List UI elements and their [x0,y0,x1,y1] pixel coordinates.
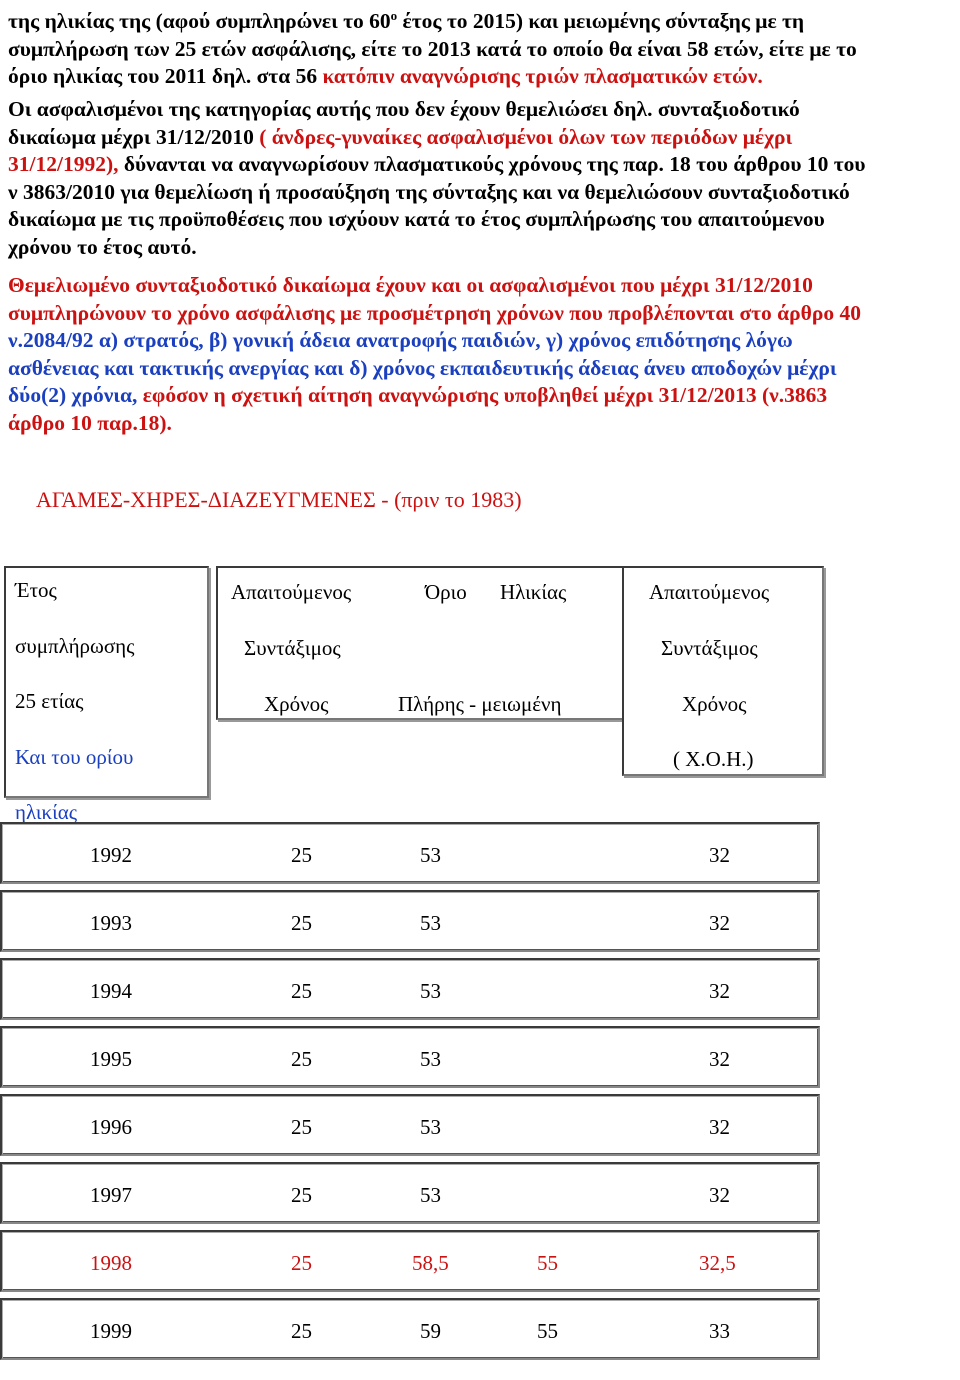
cell-year: 1994 [90,979,132,1003]
header-col4-line4: ( Χ.Ο.Η.) [673,747,754,771]
p3-line1: Θεμελιωμένο συνταξιοδοτικό δικαίωμα έχουν και οι ασφαλισμένοι που μέχρι 31/12/2010 [8,273,813,297]
cell-age-full: 59 [420,1319,441,1343]
cell-xoh: 32 [709,1047,730,1071]
cell-required: 25 [291,979,312,1003]
cell-age-full: 53 [420,979,441,1003]
cell-year: 1997 [90,1183,132,1207]
cell-required: 25 [291,1115,312,1139]
header-col2-line1: Απαιτούμενος [231,580,352,604]
cell-xoh: 32 [709,979,730,1003]
table-row [0,1026,820,1088]
cell-year: 1993 [90,911,132,935]
cell-required: 25 [291,1183,312,1207]
p1-line3-red: κατόπιν αναγνώρισης τριών πλασματικών ετών. [322,64,763,89]
section-heading: ΑΓΑΜΕΣ-ΧΗΡΕΣ-ΔΙΑΖΕΥΓΜΕΝΕΣ - (πριν το 1983) [36,487,522,512]
header-col4-line1: Απαιτούμενος [649,580,770,604]
header-col3-top-a: Όριο [425,580,467,604]
paragraph-1 [8,2,956,91]
p2-line1: Οι ασφαλισμένοι της κατηγορίας αυτής που δεν έχουν θεμελιώσει δηλ. συνταξιοδοτικό [8,97,800,121]
cell-required: 25 [291,911,312,935]
cell-age-full: 53 [420,911,441,935]
p1-line3-black: όριο ηλικίας του 2011 δηλ. στα 56 [8,64,323,89]
header-col4-line3: Χρόνος [682,692,747,716]
table-row [0,1162,820,1224]
p3-line5-red: εφόσον η σχετική αίτηση αναγνώρισης υποβληθεί μέχρι 31/12/2013 (ν.3863 [137,383,828,407]
header-xoh-box [622,566,824,776]
cell-xoh: 33 [709,1319,730,1343]
p3-line5-blue: δύο(2) χρόνια, [8,383,138,407]
header-col4-line2: Συντάξιμος [661,636,758,660]
cell-age-full: 53 [420,1047,441,1071]
table-row [0,958,820,1020]
header-col1-line2: συμπλήρωσης [15,633,135,658]
p2-line2-red: ( άνδρες-γυναίκες ασφαλισμένοι όλων των περιόδων μέχρι [259,124,793,149]
cell-xoh: 32 [709,1115,730,1139]
table-row [0,822,820,884]
table-row [0,1094,820,1156]
cell-age-reduced: 55 [537,1251,558,1275]
header-col2-line2: Συντάξιμος [244,636,341,660]
header-col1-line3: 25 ετίας [15,689,84,713]
cell-xoh: 32 [709,1183,730,1207]
cell-age-full: 53 [420,843,441,867]
cell-xoh: 32,5 [699,1251,736,1275]
paragraph-2 [8,96,956,261]
header-col1-line4: Και του ορίου [15,744,134,769]
cell-year: 1998 [90,1251,132,1275]
p2-line3-red: 31/12/1992), [8,152,119,176]
cell-required: 25 [291,1047,312,1071]
p3-line2: συμπληρώνουν το χρόνο ασφάλισης με προσμέτρηση χρόνων που προβλέπονται στο άρθρο 40 [8,300,862,325]
cell-age-full: 53 [420,1115,441,1139]
p2-line5: δικαίωμα με τις προϋποθέσεις που ισχύουν κατά το έτος συμπλήρωσης του απαιτούμενου [8,207,825,231]
header-col3-top-b: Ηλικίας [500,580,567,604]
paragraph-3 [8,272,956,437]
p2-line2-black: δικαίωμα μέχρι 31/12/2010 [8,124,260,149]
cell-year: 1996 [90,1115,132,1139]
cell-age-full: 53 [420,1183,441,1207]
cell-required: 25 [291,843,312,867]
table-row-highlighted [0,1230,820,1292]
table-row [0,890,820,952]
cell-year: 1999 [90,1319,132,1343]
header-col3-bottom: Πλήρης - μειωμένη [398,692,562,716]
p2-line4: ν 3863/2010 για θεμελίωση ή προσαύξηση της σύνταξης και να θεμελιώσουν συνταξιοδοτικό [8,179,850,204]
cell-year: 1992 [90,843,132,867]
p1-line1-a: της ηλικίας της (αφού συμπληρώνει το 60 [8,9,391,34]
cell-xoh: 32 [709,843,730,867]
p1-superscript: ο [390,8,398,23]
p3-line3: ν.2084/92 α) στρατός, β) γονική άδεια ανατροφής παιδιών, γ) χρόνος επιδότησης λόγω [8,328,793,352]
cell-year: 1995 [90,1047,132,1071]
p2-line6: χρόνου το έτος αυτό. [8,234,197,259]
header-year-box [4,566,209,824]
table-row [0,1298,820,1360]
p3-line6: άρθρο 10 παρ.18). [8,410,172,435]
p1-line1-b: έτος το 2015) και μειωμένης σύνταξης με τη [397,9,805,34]
p1-line2: συμπλήρωση των 25 ετών ασφάλισης, είτε το 2013 κατά το οποίο θα είναι 58 ετών, είτε με το [8,36,857,61]
cell-xoh: 32 [709,911,730,935]
cell-required: 25 [291,1251,312,1275]
cell-age-reduced: 55 [537,1319,558,1343]
header-col1-line5: ηλικίας [15,800,78,824]
cell-required: 25 [291,1319,312,1343]
p3-line4: ασθένειας και τακτικής ανεργίας και δ) χρόνος εκπαιδευτικής άδειας άνευ αποδοχών μέχρι [8,355,837,380]
header-col1-line1: Έτος [15,578,57,602]
header-col2-line3: Χρόνος [264,692,329,716]
cell-age-full: 58,5 [412,1251,449,1275]
p2-line3-black: δύνανται να αναγνωρίσουν πλασματικούς χρόνους της παρ. 18 του άρθρου 10 του [118,152,866,176]
